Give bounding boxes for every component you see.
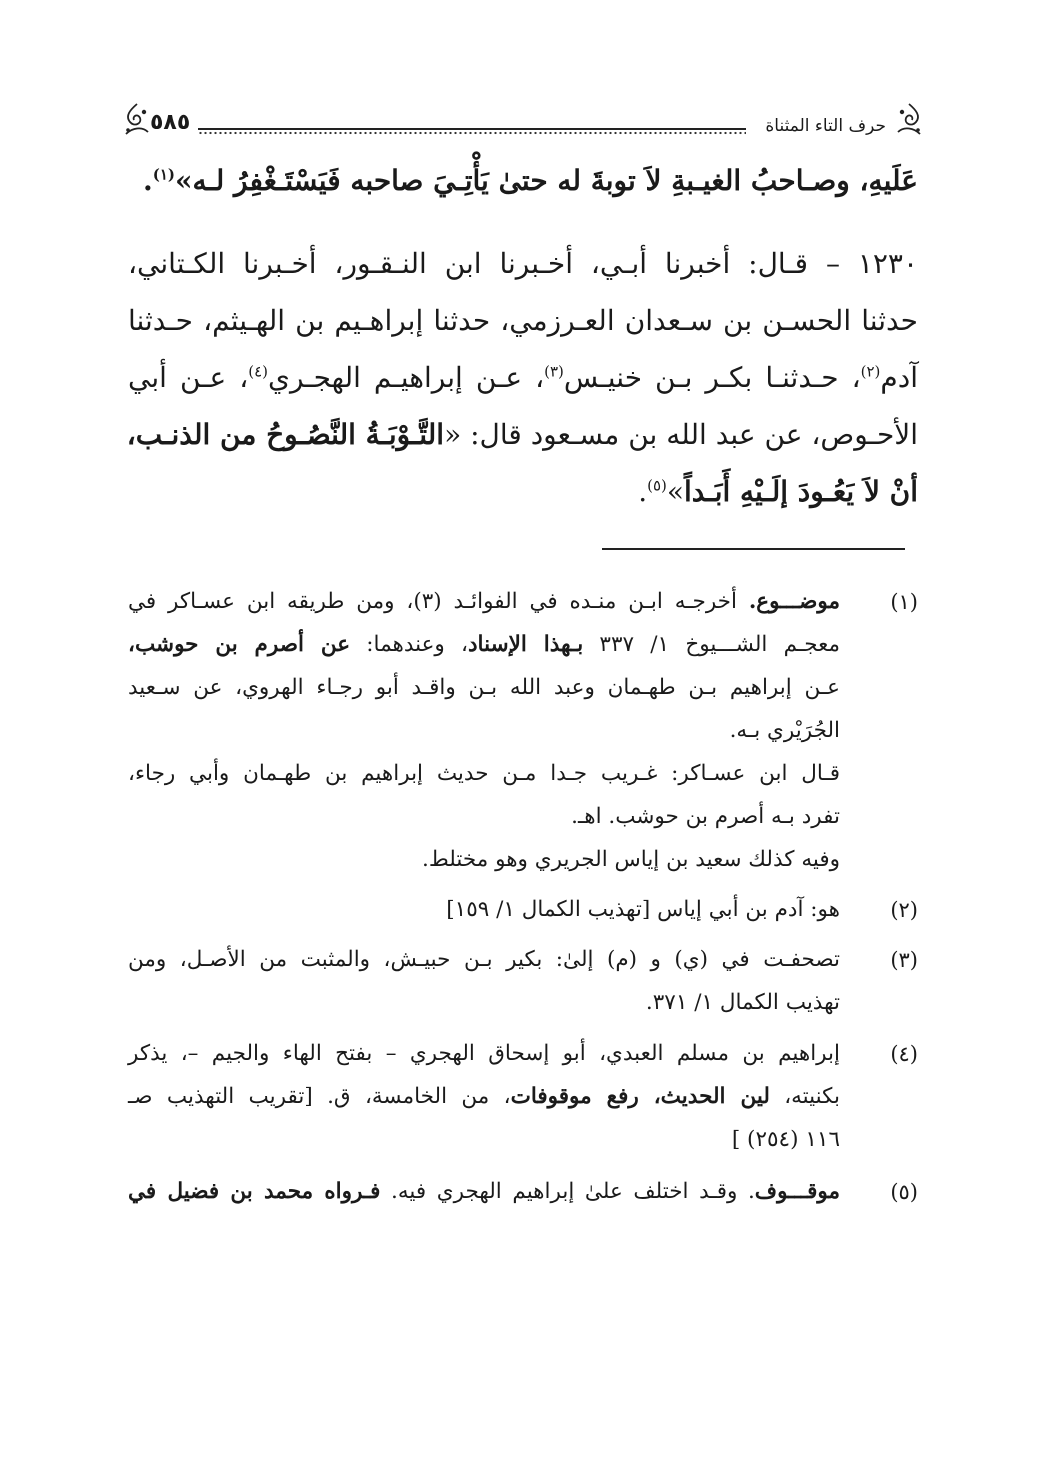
- footnote-number-3: (٣): [890, 948, 918, 972]
- header-rule-dots: [198, 131, 746, 135]
- footnote-1-line-7: وفيه كذلك سعيد بن إياس الجريري وهو مختلط.: [422, 847, 840, 872]
- footnote-text: ، وعندهما:: [350, 632, 468, 657]
- header-rule: [198, 128, 746, 130]
- footnote-4-line-1: إبراهيم بن مسلم العبدي، أبو إسحاق الهجري – بفتح الهاء والجيم –، يذكر: [128, 1041, 840, 1066]
- page-number: ٥٨٥: [150, 110, 191, 135]
- footnote-3-line-2: تهذيب الكمال ١/ ٣٧١.: [645, 990, 840, 1015]
- footnote-1-line-6: تفرد بـه أصرم بن حوشب. اهـ.: [571, 804, 840, 829]
- main-line-3: حدثنا الحسـن بن سـعدان العـرزمي، حدثنا إبراهـيم بن الهـيثم، حـدثنا: [128, 304, 918, 337]
- footnote-3-line-1: تصحفـت في (ي) و (م) إلىٰ: بكير بـن حبيـش، والمثبت من الأصـل، ومن: [128, 947, 840, 972]
- narrator-ibrahim: ، عـن إبراهيـم الهجـري: [268, 361, 545, 394]
- footnote-number-2: (٢): [890, 898, 918, 922]
- main-line-5: [128, 409, 918, 461]
- bold-phrase: عن أصرم بن حوشب،: [128, 632, 351, 657]
- footnote-1-line-5: قـال ابن عسـاكر: غـريب جـدا مـن حديث إبراهيم بن طهـمان وأبي رجاء،: [128, 761, 840, 786]
- footnotes: [128, 582, 918, 1272]
- ornament-left-icon: [122, 102, 152, 138]
- footnote-ref-1: (١): [152, 165, 176, 184]
- ornament-right-icon: [894, 102, 924, 138]
- footnote-text: ، من الخامسة، ق. [تقريب التهذيب صـ: [128, 1084, 511, 1109]
- grade-mawdu: موضـــوع.: [748, 589, 841, 614]
- footnote-text: أخرجـه ابـن منـده في الفوائـد (٣)، ومن طريقه ابن عسـاكر في: [128, 589, 749, 614]
- grade-mawquf: موقـــوف: [754, 1179, 840, 1204]
- narrator-adam: آدم: [880, 361, 918, 394]
- running-title: حرف التاء المثناة: [765, 116, 886, 136]
- footnote-ref-3: (٣): [544, 362, 564, 381]
- period: .: [143, 164, 153, 197]
- footnote-number-4: (٤): [890, 1042, 918, 1066]
- page-header: [128, 98, 916, 148]
- footnote-text: معجـم الشـــيوخ ١/ ٣٣٧: [583, 632, 841, 657]
- footnote-4-line-2: [128, 1077, 840, 1117]
- hadith-text-bold-end: أنْ لاَ يَعُـودَ إلَـيْهِ أَبَـداً: [684, 475, 918, 508]
- footnote-5-line-1: [128, 1172, 840, 1212]
- footnote-ref-4: (٤): [248, 362, 269, 381]
- footnote-1-line-2: [128, 625, 840, 665]
- bold-phrase: فـرواه محمد بن فضيل في: [128, 1179, 381, 1204]
- main-line-6: [638, 466, 918, 518]
- main-line-2: ١٢٣٠ – قـال: أخبرنا أبـي، أخـبرنا ابن النـقـور، أخـبرنا الكـتاني،: [128, 247, 918, 280]
- footnote-text: بكنيته،: [769, 1084, 841, 1109]
- hadith-text-bold: التَّـوْبَـةُ النَّصُـوحُ من الذنـب،: [126, 418, 445, 451]
- footnote-ref-2: (٢): [860, 362, 881, 381]
- hadith-end-text: عَلَيهِ، وصـاحبُ الغيـبةِ لاَ توبةَ له حتىٰ يَأْتِـيَ صاحبه فَيَسْتَـغْفِرُ لـه»: [175, 164, 918, 197]
- main-line-1: [143, 155, 918, 207]
- narrator-bakr: ، حـدثنـا بكـر بـن خنيـس: [563, 361, 861, 394]
- footnote-1-line-3: عـن إبراهيم بـن طهـمان وعبد الله بـن واقـد أبو رجـاء الهروي، عن سـعيد: [128, 675, 840, 700]
- footnote-number-1: (١): [890, 590, 918, 614]
- closing-quote: »: [666, 475, 685, 508]
- period: .: [638, 475, 648, 508]
- narrator-abi: ، عـن أبي: [128, 361, 249, 394]
- main-line-4: [128, 352, 918, 404]
- footnote-1-line-4: الجُرَيْري بـه.: [729, 718, 840, 743]
- bold-phrase: بـهذا الإسناد: [467, 632, 584, 657]
- footnote-ref-5: (٥): [647, 476, 667, 495]
- bold-phrase: لين الحديث، رفع موقوفات: [510, 1084, 770, 1109]
- footnote-4-line-3: ١١٦ (٢٥٤) ]: [731, 1127, 840, 1152]
- footnote-separator: [602, 548, 905, 550]
- footnote-2-line-1: هو: آدم بن أبي إياس [تهذيب الكمال ١/ ١٥٩]: [446, 897, 840, 922]
- footnote-number-5: (٥): [890, 1180, 918, 1204]
- chain-end-text: الأحـوص، عن عبد الله بن مسـعود قال: «: [444, 418, 918, 451]
- footnote-1-line-1: [128, 582, 840, 622]
- main-text: [128, 155, 918, 535]
- footnote-text: . وقـد اختلف علىٰ إبراهيم الهجري فيه.: [380, 1179, 755, 1204]
